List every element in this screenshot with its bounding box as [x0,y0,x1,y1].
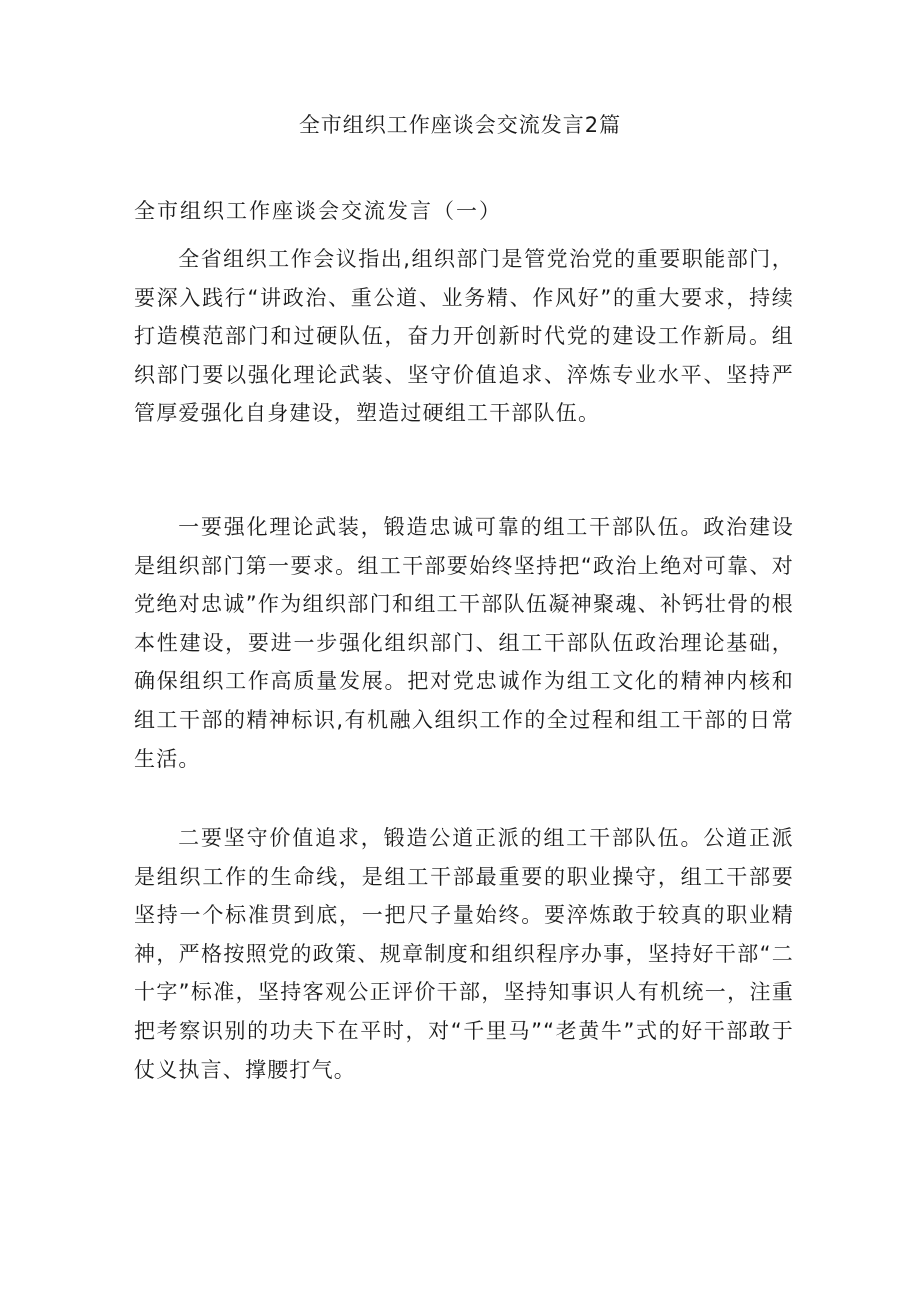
paragraph-point-one: 一要强化理论武装，锻造忠诚可靠的组工干部队伍。政治建设是组织部门第一要求。组工干部要始终坚持把“政治上绝对可靠、对党绝对忠诚”作为组织部门和组工干部队伍凝神聚魂、补钙壮骨的根本性建设，要进一步强化组织部门、组工干部队伍政治理论基础，确保组织工作高质量发展。把对党忠诚作为组工文化的精神内核和组工干部的精神标识,有机融入组织工作的全过程和组工干部的日常生活。 [134,515,794,771]
document-title: 全市组织工作座谈会交流发言2篇 [298,113,622,137]
section-heading: 全市组织工作座谈会交流发言（一） [134,199,502,223]
paragraph-intro: 全省组织工作会议指出,组织部门是管党治党的重要职能部门，要深入践行“讲政治、重公道、业务精、作风好”的重大要求，持续打造模范部门和过硬队伍，奋力开创新时代党的建设工作新局。组织部门要以强化理论武装、坚守价值追求、淬炼专业水平、坚持严管厚爱强化自身建设，塑造过硬组工干部队伍。 [134,247,794,426]
paragraph-point-two: 二要坚守价值追求，锻造公道正派的组工干部队伍。公道正派是组织工作的生命线，是组工干部最重要的职业操守，组工干部要坚持一个标准贯到底，一把尺子量始终。要淬炼敢于较真的职业精神，严格按照党的政策、规章制度和组织程序办事，坚持好干部“二十字”标准，坚持客观公正评价干部，坚持知事识人有机统一，注重把考察识别的功夫下在平时，对“千里马”“老黄牛”式的好干部敢于仗义执言、撑腰打气。 [134,826,794,1082]
